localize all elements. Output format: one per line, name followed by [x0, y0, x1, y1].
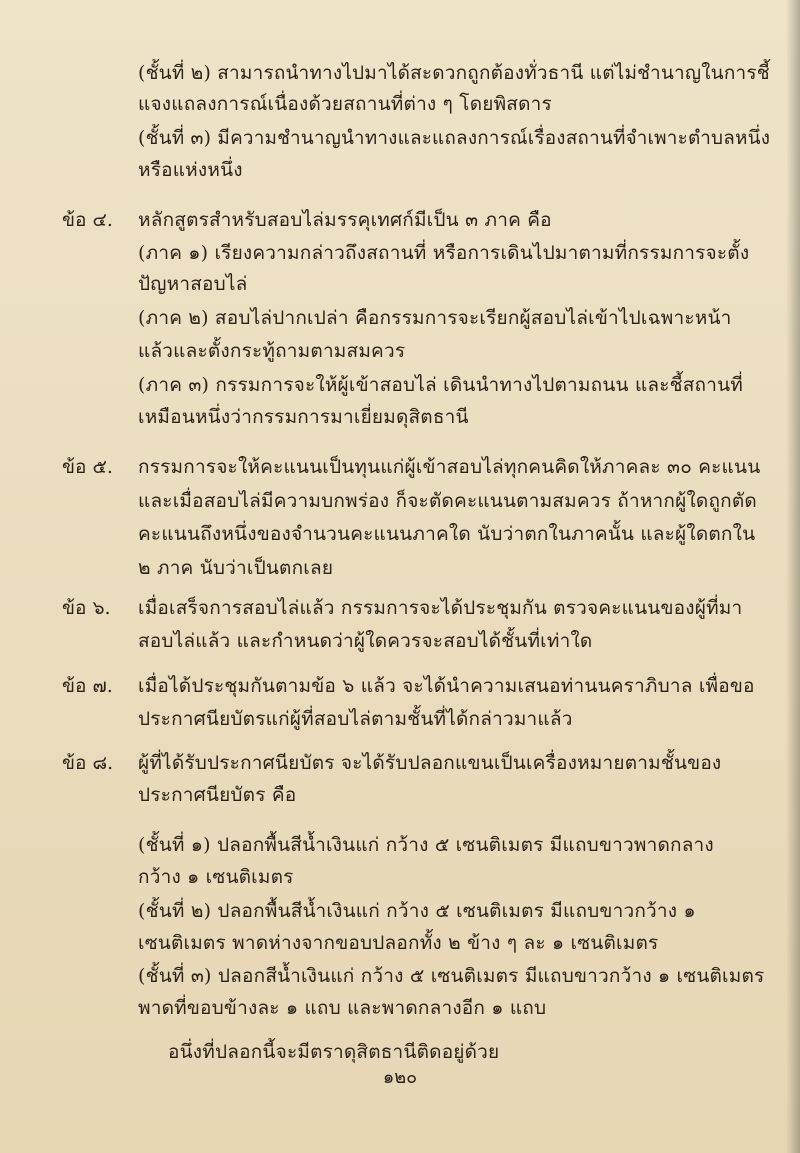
clause-5-line: คะแนนถึงหนึ่งของจำนวนคะแนนภาคใด นับว่าตกในภาคนั้น และผู้ใดตกใน — [138, 523, 756, 545]
intro-line: (ชั้นที่ ๒) สามารถนำทางไปมาได้สะดวกถูกต้องทั่วธานี แต่ไม่ชำนาญในการชี้ — [138, 62, 770, 84]
clause-4-line: (ภาค ๑) เรียงความกล่าวถึงสถานที่ หรือการเดินไปมาตามที่กรรมการจะตั้ง — [138, 242, 750, 264]
clause-6-line: เมื่อเสร็จการสอบไล่แล้ว กรรมการจะได้ประชุมกัน ตรวจคะแนนของผู้ที่มา — [138, 597, 743, 619]
clause-4-line: หลักสูตรสำหรับสอบไล่มรรคุเทศก์มีเป็น ๓ ภาค คือ — [138, 209, 552, 231]
clause-8-subline: (ชั้นที่ ๓) ปลอกสีน้ำเงินแก่ กว้าง ๕ เซนติเมตร มีแถบขาวกว้าง ๑ เซนติเมตร — [138, 965, 765, 987]
page-number: ๑๒๐ — [382, 1067, 418, 1088]
clause-4-line: เหมือนหนึ่งว่ากรรมการมาเยี่ยมดุสิตธานี — [138, 406, 469, 428]
intro-line: แจงแถลงการณ์เนื่องด้วยสถานที่ต่าง ๆ โดยพิสดาร — [138, 93, 552, 115]
clause-8-subline: พาดที่ขอบข้างละ ๑ แถบ และพาดกลางอีก ๑ แถบ — [138, 997, 547, 1019]
clause-5-number: ข้อ ๕. — [62, 456, 113, 478]
clause-6-line: สอบไล่แล้ว และกำหนดว่าผู้ใดควรจะสอบได้ชั้นที่เท่าใด — [138, 630, 593, 652]
clause-8-subline: กว้าง ๑ เซนติเมตร — [138, 866, 294, 888]
clause-6-number: ข้อ ๖. — [62, 597, 111, 619]
clause-7-number: ข้อ ๗. — [62, 675, 113, 697]
clause-5-line: กรรมการจะให้คะแนนเป็นทุนแก่ผู้เข้าสอบไล่ทุกคนคิดให้ภาคละ ๓๐ คะแนน — [138, 456, 761, 478]
intro-line: (ชั้นที่ ๓) มีความชำนาญนำทางและแถลงการณ์เรื่องสถานที่จำเพาะตำบลหนึ่ง — [138, 127, 771, 149]
clause-8-subline: (ชั้นที่ ๑) ปลอกพื้นสีน้ำเงินแก่ กว้าง ๕ เซนติเมตร มีแถบขาวพาดกลาง — [138, 834, 714, 856]
clause-4-line: (ภาค ๒) สอบไล่ปากเปล่า คือกรรมการจะเรียกผู้สอบไล่เข้าไปเฉพาะหน้า — [138, 307, 732, 329]
clause-4-line: แล้วและตั้งกระทู้ถามตามสมควร — [138, 340, 406, 362]
clause-7-line: เมื่อได้ประชุมกันตามข้อ ๖ แล้ว จะได้นำความเสนอท่านนคราภิบาล เพื่อขอ — [138, 675, 755, 697]
clause-8-subline: (ชั้นที่ ๒) ปลอกพื้นสีน้ำเงินแก่ กว้าง ๕ เซนติเมตร มีแถบขาวกว้าง ๑ — [138, 900, 696, 922]
clause-8-number: ข้อ ๘. — [62, 752, 114, 774]
clause-5-line: ๒ ภาค นับว่าเป็นตกเลย — [138, 557, 334, 579]
clause-5-line: และเมื่อสอบไล่มีความบกพร่อง ก็จะตัดคะแนนตามสมควร ถ้าหากผู้ใดถูกตัด — [138, 490, 757, 512]
clause-8-subline: เซนติเมตร พาดห่างจากขอบปลอกทั้ง ๒ ข้าง ๆ ละ ๑ เซนติเมตร — [138, 932, 659, 954]
intro-line: หรือแห่งหนึ่ง — [138, 159, 243, 181]
clause-7-line: ประกาศนียบัตรแก่ผู้ที่สอบไล่ตามชั้นที่ได้กล่าวมาแล้ว — [138, 708, 573, 730]
clause-4-line: (ภาค ๓) กรรมการจะให้ผู้เข้าสอบไล่ เดินนำทางไปตามถนน และชี้สถานที่ — [138, 374, 744, 396]
clause-8-closing: อนึ่งที่ปลอกนี้จะมีตราดุสิตธานีติดอยู่ด้วย — [168, 1041, 500, 1063]
clause-4-line: ปัญหาสอบไล่ — [138, 273, 248, 295]
clause-8-line: ประกาศนียบัตร คือ — [138, 784, 297, 806]
clause-8-line: ผู้ที่ได้รับประกาศนียบัตร จะได้รับปลอกแขนเป็นเครื่องหมายตามชั้นของ — [138, 752, 722, 774]
clause-4-number: ข้อ ๔. — [62, 209, 113, 231]
